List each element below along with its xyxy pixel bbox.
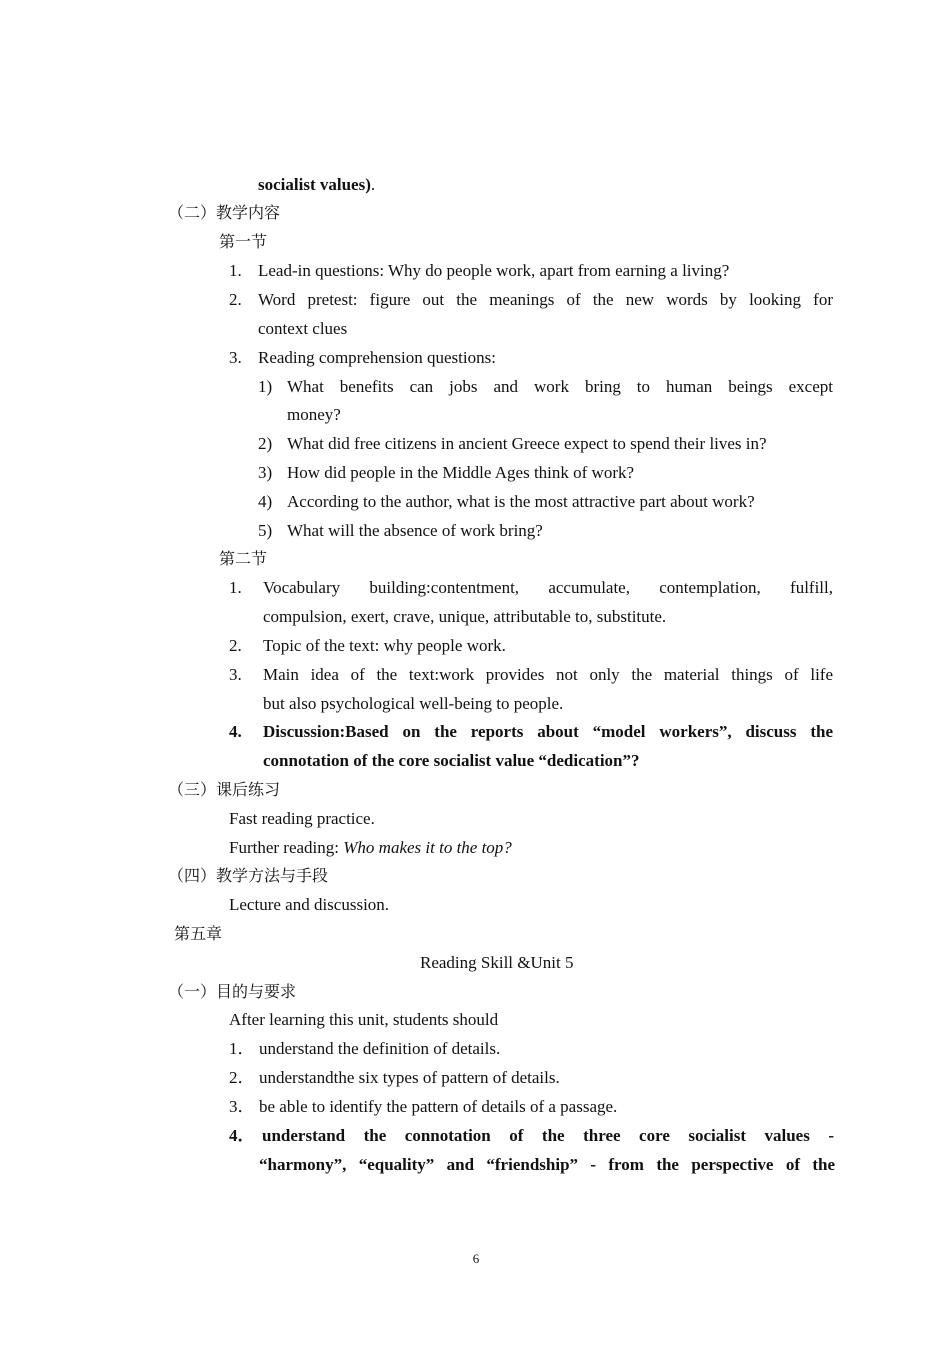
objective-4-cont: “harmony”, “equality” and “friendship” - from the perspective of the bbox=[259, 1155, 835, 1174]
line-socialist-values: socialist values). bbox=[258, 175, 376, 194]
question-4: According to the author, what is the most attractive part about work? bbox=[287, 492, 755, 511]
unit-title: Reading Skill &Unit 5 bbox=[420, 953, 574, 972]
objective-2: understandthe six types of pattern of details. bbox=[259, 1068, 560, 1087]
subsection-1: 第一节 bbox=[219, 232, 268, 251]
objective-4: understand the connotation of the three core socialist values - bbox=[262, 1126, 834, 1145]
exercise-fast-reading: Fast reading practice. bbox=[229, 809, 375, 828]
item-number: 2. bbox=[229, 636, 242, 655]
item-discussion-cont: connotation of the core socialist value “dedication”? bbox=[263, 751, 640, 770]
question-number: 5) bbox=[258, 521, 273, 540]
item-number: 3. bbox=[229, 348, 242, 367]
item-number: 1. bbox=[229, 578, 242, 597]
item-number: 2. bbox=[229, 290, 242, 309]
item-number: 3. bbox=[229, 665, 242, 684]
page-number: 6 bbox=[472, 1251, 480, 1266]
item-number: 4. bbox=[229, 722, 242, 741]
item-number: 1． bbox=[229, 1039, 255, 1058]
objective-1: understand the definition of details. bbox=[259, 1039, 501, 1058]
item-vocabulary-cont: compulsion, exert, crave, unique, attributable to, substitute. bbox=[263, 607, 667, 626]
exercise-further-reading: Further reading: Who makes it to the top? bbox=[229, 838, 512, 857]
subsection-2: 第二节 bbox=[219, 549, 268, 568]
section-heading-objectives: （一）目的与要求 bbox=[168, 982, 297, 1001]
question-2: What did free citizens in ancient Greece expect to spend their lives in? bbox=[287, 434, 767, 453]
section-heading-methods: （四）教学方法与手段 bbox=[168, 866, 329, 885]
item-word-pretest-cont: context clues bbox=[258, 319, 348, 338]
question-3: How did people in the Middle Ages think of work? bbox=[287, 463, 635, 482]
item-number: 3． bbox=[229, 1097, 255, 1116]
section-heading-exercises: （三）课后练习 bbox=[168, 780, 281, 799]
chapter-heading: 第五章 bbox=[174, 924, 223, 943]
question-5: What will the absence of work bring? bbox=[287, 521, 543, 540]
item-vocabulary: Vocabulary building:contentment, accumulate, contemplation, fulfill, bbox=[263, 578, 833, 597]
question-number: 1) bbox=[258, 377, 273, 396]
item-discussion: Discussion:Based on the reports about “model workers”, discuss the bbox=[263, 722, 833, 741]
item-number: 4． bbox=[229, 1126, 255, 1145]
objectives-intro: After learning this unit, students should bbox=[229, 1010, 499, 1029]
item-reading-questions: Reading comprehension questions: bbox=[258, 348, 496, 367]
item-word-pretest: Word pretest: figure out the meanings of the new words by looking for bbox=[258, 290, 833, 309]
item-main-idea: Main idea of the text:work provides not only the material things of life bbox=[263, 665, 833, 684]
item-main-idea-cont: but also psychological well-being to people. bbox=[263, 694, 564, 713]
item-lead-in: Lead-in questions: Why do people work, apart from earning a living? bbox=[258, 261, 730, 280]
methods-text: Lecture and discussion. bbox=[229, 895, 390, 914]
item-number: 1. bbox=[229, 261, 242, 280]
question-number: 4) bbox=[258, 492, 273, 511]
question-number: 2) bbox=[258, 434, 273, 453]
question-1: What benefits can jobs and work bring to human beings except bbox=[287, 377, 833, 396]
objective-3: be able to identify the pattern of details of a passage. bbox=[259, 1097, 618, 1116]
section-heading-content: （二）教学内容 bbox=[168, 203, 281, 222]
question-number: 3) bbox=[258, 463, 273, 482]
question-1-cont: money? bbox=[287, 405, 341, 424]
item-number: 2． bbox=[229, 1068, 255, 1087]
item-topic: Topic of the text: why people work. bbox=[263, 636, 506, 655]
